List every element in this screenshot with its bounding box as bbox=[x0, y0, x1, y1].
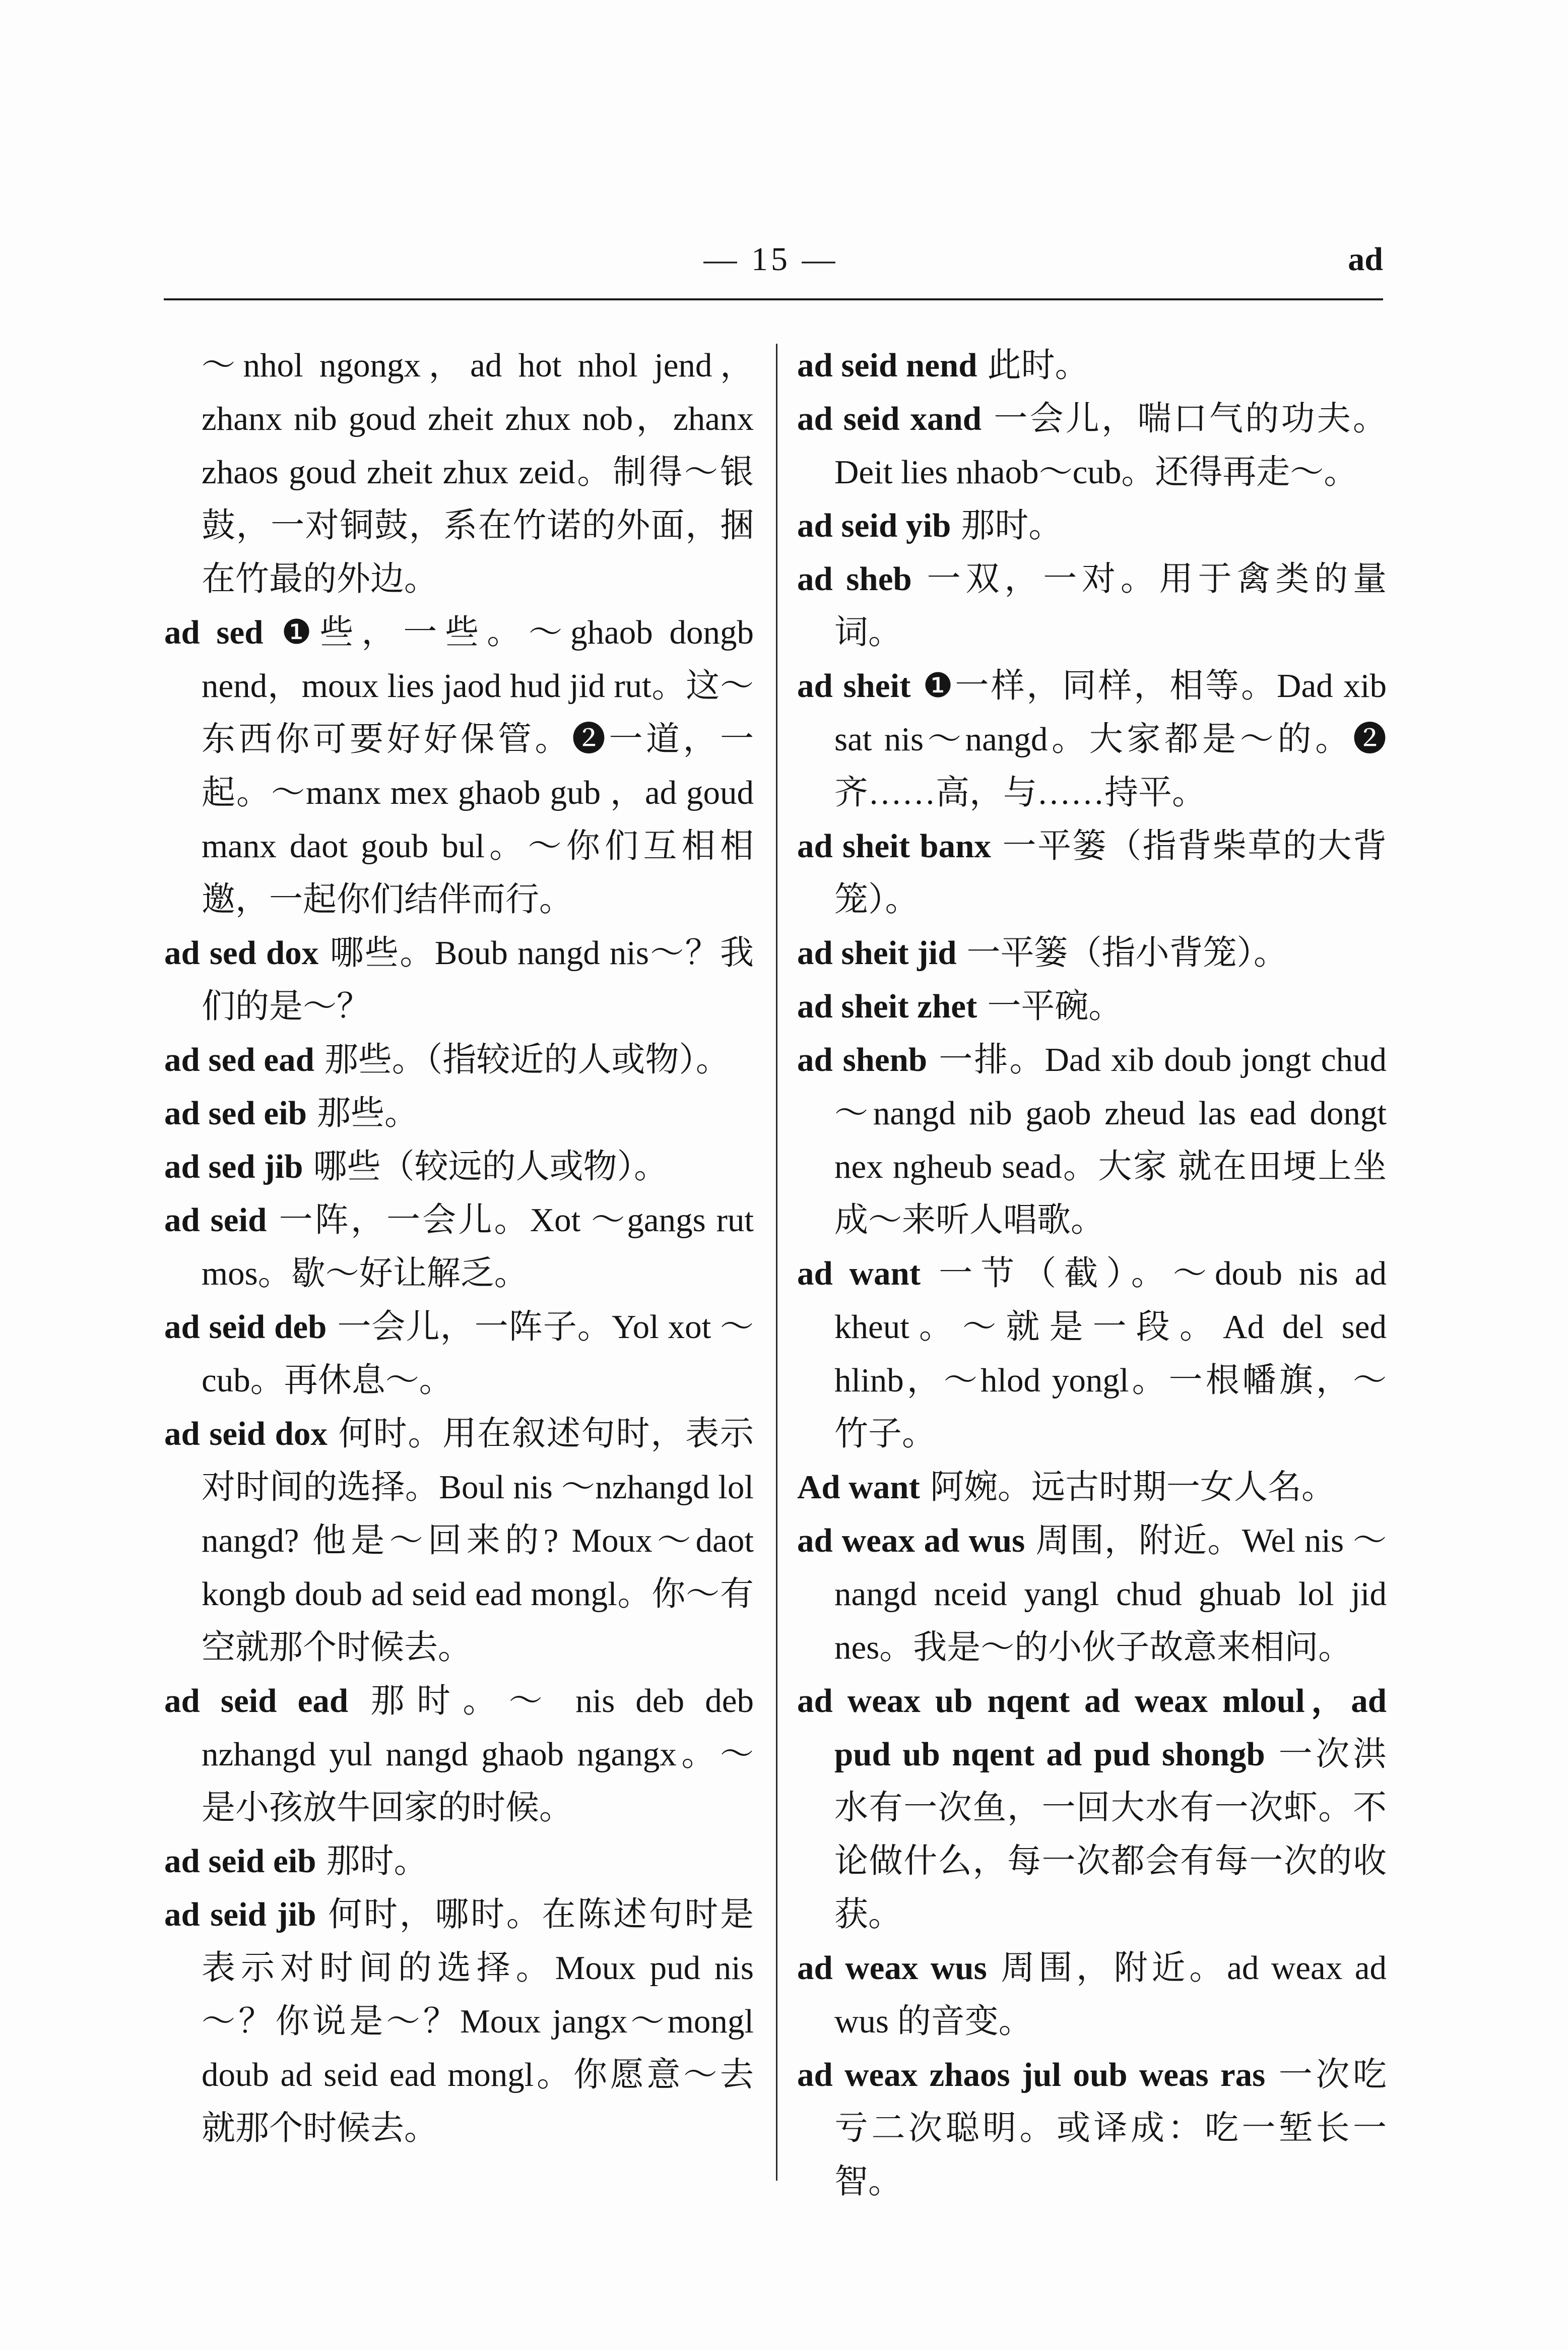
headword: ad seid ead bbox=[164, 1682, 349, 1720]
headword: ad seid yib bbox=[797, 507, 951, 544]
dictionary-entry-continuation bbox=[164, 339, 754, 606]
dictionary-entry bbox=[797, 2048, 1387, 2208]
dictionary-entry bbox=[797, 1460, 1387, 1514]
headword: ad weax ub nqent ad weax mloul，ad pud ub nqent ad pud shongb bbox=[797, 1682, 1387, 1773]
headword: ad shenb bbox=[797, 1041, 928, 1078]
left-column bbox=[164, 339, 754, 2155]
headword: ad want bbox=[797, 1255, 921, 1292]
definition: 那些。 bbox=[317, 1095, 419, 1132]
definition: 那时。～ nis deb deb nzhangd yul nangd ghaob ngangx。～是小孩放牛回家的时候。 bbox=[202, 1682, 754, 1826]
dictionary-entry bbox=[164, 1193, 754, 1300]
page-number: — 15 — bbox=[703, 241, 838, 278]
dictionary-entry bbox=[164, 926, 754, 1033]
dictionary-entry bbox=[797, 1941, 1387, 2048]
dictionary-entry bbox=[164, 1300, 754, 1407]
definition: 一次洪水有一次鱼，一回大水有一次虾。不论做什么，每一次都会有每一次的收获。 bbox=[834, 1736, 1387, 1933]
dictionary-entry bbox=[797, 552, 1387, 659]
headword: ad sheit zhet bbox=[797, 988, 977, 1025]
definition: 周围，附近。Wel nis ～nangd nceid yangl chud ghuab lol jid nes。我是～的小伙子故意来相问。 bbox=[834, 1522, 1387, 1666]
dictionary-entry bbox=[797, 1247, 1387, 1460]
definition: 何时。用在叙述句时，表示对时间的选择。Boul nis ～nzhangd lol nangd? 他是～回来的? Moux～daot kongb doub ad seid ead mongl。你～有空就那个时候去。 bbox=[202, 1415, 754, 1666]
dictionary-entry bbox=[164, 1033, 754, 1087]
headword: ad weax zhaos jul oub weas ras bbox=[797, 2056, 1266, 2093]
headword: ad seid xand bbox=[797, 400, 982, 437]
dictionary-entry bbox=[164, 1888, 754, 2155]
dictionary-entry bbox=[797, 1674, 1387, 1941]
dictionary-entry bbox=[797, 1514, 1387, 1674]
dictionary-entry bbox=[797, 499, 1387, 552]
headword: ad seid eib bbox=[164, 1843, 316, 1880]
definition: 一平碗。 bbox=[987, 988, 1123, 1025]
definition: 一双，一对。用于禽类的量词。 bbox=[834, 560, 1387, 651]
dictionary-entry bbox=[797, 819, 1387, 926]
definition: ～nhol ngongx，ad hot nhol jend，zhanx nib goud zheit zhux nob，zhanx zhaos goud zheit zhux zeid。制得～银鼓，一对铜鼓，系在竹诺的外面，捆在竹最的外边。 bbox=[202, 347, 754, 598]
dictionary-entry bbox=[164, 606, 754, 926]
definition: ❶一样，同样，相等。Dad xib sat nis～nangd。大家都是～的。❷齐……高，与……持平。 bbox=[834, 667, 1387, 811]
dictionary-entry bbox=[797, 1033, 1387, 1247]
headword: Ad want bbox=[797, 1469, 920, 1506]
definition: 一平篓（指背柴草的大背笼）。 bbox=[834, 828, 1387, 918]
headword: ad sheit banx bbox=[797, 828, 991, 865]
definition: 那些。（指较近的人或物）。 bbox=[324, 1041, 730, 1078]
definition: 那时。 bbox=[961, 507, 1063, 544]
headword: ad seid dox bbox=[164, 1415, 328, 1452]
definition: 那时。 bbox=[326, 1843, 428, 1880]
dictionary-entry bbox=[797, 392, 1387, 499]
definition: 一会儿，一阵子。Yol xot ～cub。再休息～。 bbox=[202, 1308, 754, 1399]
dictionary-entry bbox=[797, 659, 1387, 819]
headword: ad sed ead bbox=[164, 1041, 314, 1078]
headword: ad sheb bbox=[797, 560, 912, 598]
headword: ad sed bbox=[164, 614, 264, 651]
dictionary-entry bbox=[797, 980, 1387, 1033]
definition: 一阵，一会儿。Xot ～gangs rut mos。歇～好让解乏。 bbox=[202, 1201, 754, 1292]
headword: ad weax wus bbox=[797, 1949, 987, 1987]
running-head: ad bbox=[1348, 241, 1383, 278]
definition: 一平篓（指小背笼）。 bbox=[966, 934, 1288, 972]
headword: ad sed dox bbox=[164, 934, 319, 972]
dictionary-entry bbox=[164, 1087, 754, 1140]
definition: 一排。Dad xib doub jongt chud～nangd nib gaob zheud las ead dongt nex ngheub sead。大家 就在田埂上坐成～来听人唱歌。 bbox=[834, 1041, 1387, 1239]
definition: 周围，附近。ad weax ad wus 的音变。 bbox=[834, 1949, 1387, 2040]
dictionary-entry bbox=[797, 339, 1387, 392]
dictionary-entry bbox=[164, 1834, 754, 1888]
headword: ad seid deb bbox=[164, 1308, 327, 1346]
headword: ad weax ad wus bbox=[797, 1522, 1025, 1559]
headword: ad sheit bbox=[797, 667, 911, 705]
right-column bbox=[797, 339, 1387, 2208]
headword: ad seid bbox=[164, 1201, 267, 1239]
definition: ❶些，一些。～ghaob dongb nend，moux lies jaod hud jid rut。这～东西你可要好好保管。❷一道，一起。～manx mex ghaob gub ，ad goud manx daot goub bul。～你们互相相邀，一起你们结伴而行。 bbox=[202, 614, 754, 918]
definition: 何时，哪时。在陈述句时是表示对时间的选择。Moux pud nis ～？你说是～？Moux jangx～mongl doub ad seid ead mongl。你愿意～去就那个时候去。 bbox=[202, 1896, 754, 2147]
definition: 一会儿，喘口气的功夫。Deit lies nhaob～cub。还得再走～。 bbox=[834, 400, 1387, 491]
definition: 一次吃亏二次聪明。或译成：吃一堑长一智。 bbox=[834, 2056, 1387, 2200]
dictionary-entry bbox=[797, 926, 1387, 980]
headword: ad seid nend bbox=[797, 347, 977, 384]
headword: ad sed jib bbox=[164, 1148, 303, 1185]
headword: ad sheit jid bbox=[797, 934, 957, 972]
definition: 此时。 bbox=[987, 347, 1089, 384]
column-divider bbox=[776, 344, 777, 2181]
dictionary-entry bbox=[164, 1407, 754, 1674]
headword: ad sed eib bbox=[164, 1095, 307, 1132]
definition: 哪些（较远的人或物）。 bbox=[313, 1148, 668, 1185]
dictionary-entry bbox=[164, 1674, 754, 1834]
header-rule bbox=[164, 298, 1383, 300]
headword: ad seid jib bbox=[164, 1896, 316, 1933]
definition: 阿婉。远古时期一女人名。 bbox=[930, 1469, 1335, 1506]
definition: 哪些。Boub nangd nis～？我们的是～？ bbox=[202, 934, 754, 1025]
definition: 一节（截）。～doub nis ad kheut。～就是一段。Ad del sed hlinb，～hlod yongl。一根幡旗，～竹子。 bbox=[834, 1255, 1387, 1452]
dictionary-entry bbox=[164, 1140, 754, 1193]
